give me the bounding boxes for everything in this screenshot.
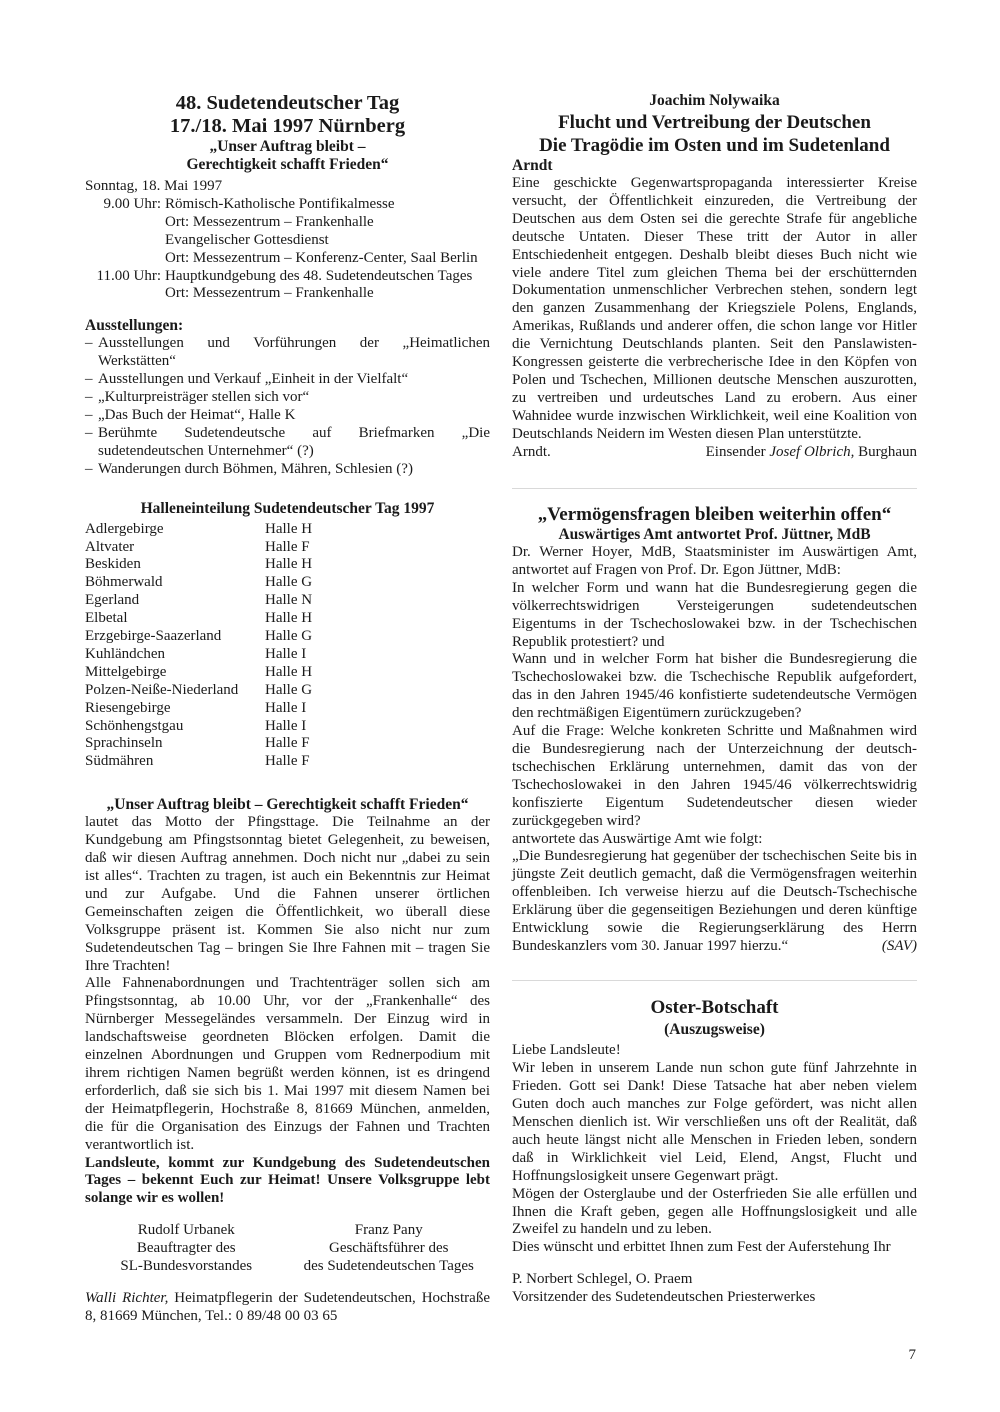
property-subtitle: Auswärtiges Amt antwortet Prof. Jüttner, MdB xyxy=(558,526,871,543)
schedule-entry xyxy=(85,268,490,304)
property-answer xyxy=(512,848,917,955)
easter-paragraph: Wir leben in unserem Lande nun schon gute fünf Jahrzehnte in Frieden. Gott sei Dank! Diese Tatsache hat aber neben vielem Guten doch auch manches zur Folge gefördert, was nicht allen Menschen dienlich ist. Wir verschließen uns oft der Realität, daß auch heute längst nicht alle Menschen in Frieden leben, sondern daß in Wirklichkeit viel Leid, Elend, Angst, Flucht und Hoffnungslosigkeit unsere Gegenwart prägt. xyxy=(512,1060,917,1184)
region-name: Egerland xyxy=(85,592,140,609)
hall-label: Halle H xyxy=(265,610,313,627)
property-intro: Dr. Werner Hoyer, MdB, Staatsminister im Auswärtigen Amt, antwortet auf Fragen von Prof. Dr. Egon Jüttner, MdB: xyxy=(512,544,917,578)
hall-label: Halle H xyxy=(265,663,313,680)
region-name: Sprachinseln xyxy=(85,735,163,752)
appeal-paragraph: Alle Fahnenabordnungen und Trachtenträger sollen sich am Pfingstsonntag, ab 10.00 Uhr, vor der „Frankenhalle“ des Nürnberger Messegeländes versammeln. Der Einzug wird in landschaftsweise geordneten Blöcken erfolgen. Damit die einzelnen Abordnungen und Gruppen vom Rednerpodium mit ihrem richtigen Namen begrüßt werden können, ist es dringend erforderlich, daß sie sich bis 1. Mai 1997 mit diesem Namen bei der Heimatpflegerin, Hochstraße 8, 81669 München, anmelden, die für die Organisation des Einzugs der Fahnen und Trachten verantwortlich ist. xyxy=(85,975,490,1153)
contact-address: Heimatpflegerin der Sudetendeutschen, Hochstraße 8, 81669 München, Tel.: 0 89/48 00 03 65 xyxy=(85,1289,490,1324)
signer-name: Franz Pany xyxy=(354,1222,423,1239)
hall-label: Halle I xyxy=(265,699,307,716)
schedule-line: Evangelischer Gottesdienst xyxy=(165,231,329,248)
schedule-line: Ort: Messezentrum – Frankenhalle xyxy=(165,213,374,230)
list-item: – „Kulturpreisträger stellen sich vor“ xyxy=(85,389,490,407)
exhibits-heading: Ausstellungen: xyxy=(85,317,184,335)
schedule-time: 11.00 Uhr: xyxy=(96,267,161,284)
list-item: – „Das Buch der Heimat“, Halle K xyxy=(85,407,490,425)
event-title: 48. Sudetendeutscher Tag xyxy=(175,92,400,114)
property-question: In welcher Form und wann hat die Bundesregierung gegen die völkerrechtswidrigen Versteigerungen sudetendeutschen Eigentums in der Tschechoslowakei bzw. in der Tschechischen Republik protestiert? und xyxy=(512,579,917,650)
schedule-time: 9.00 Uhr: xyxy=(103,195,161,212)
property-question: Wann und in welcher Form hat bisher die Bundesregierung die Tschechoslowakei bzw. die Tschechische Republik aufgefordert, das in den Jahren 1945/46 konfistierte sudetendeutsche Vermögen den rechtmäßigen Eigentümern zurückzugeben? xyxy=(512,651,917,722)
contact-name: Walli Richter, xyxy=(85,1289,169,1306)
list-item: – Ausstellungen und Verkauf „Einheit in der Vielfalt“ xyxy=(85,371,490,389)
schedule-line: Ort: Messezentrum – Konferenz-Center, Saal Berlin xyxy=(165,249,478,266)
hall-label: Halle F xyxy=(265,735,310,752)
book-review xyxy=(512,92,917,462)
schedule-line: Römisch-Katholische Pontifikalmesse xyxy=(165,195,395,212)
section-divider xyxy=(512,488,917,489)
region-name: Südmähren xyxy=(85,753,154,770)
hall-label: Halle G xyxy=(265,574,313,591)
hall-label: Halle I xyxy=(265,645,307,662)
event-motto-line1: „Unser Auftrag bleibt – xyxy=(209,138,366,155)
list-item: – Ausstellungen und Vorführungen der „Heimatlichen Werkstätten“ xyxy=(85,335,490,371)
submitter-label: Einsender xyxy=(705,443,770,460)
publisher-note: Arndt. xyxy=(512,443,551,460)
property-title: „Vermögensfragen bleiben weiterhin offen“ xyxy=(537,503,892,525)
region-name: Polzen-Neiße-Niederland xyxy=(85,681,239,698)
hall-label: Halle F xyxy=(265,753,310,770)
hall-label: Halle N xyxy=(265,592,313,609)
region-name: Böhmerwald xyxy=(85,574,163,591)
signer-role: Geschäftsführer des xyxy=(328,1240,449,1257)
hall-allocation xyxy=(85,500,490,772)
section-divider xyxy=(512,980,917,981)
easter-message xyxy=(512,997,917,1307)
hall-label: Halle H xyxy=(265,556,313,573)
book-review-text: Eine geschickte Gegenwartspropaganda interessierter Kreise versucht, der Öffentlichkeit einzureden, die Vertreibung der Deutschen aus dem Osten sei die gerechte Strafe für angebliche deutsche Untaten. Dieser These tritt der Autor in aller Entschiedenheit entgegen. Deshalb bleibt dieses Buch nicht wie viele andere Titel zum gleichen Thema bei der erschütternden Dokumentation unmenschlicher Verbrechen stehen, sondern legt den ganzen Zusammenhang der Kriegsziele Polens, Englands, Amerikas, Rußlands und anderer offen, die schon lange vor Hitler die Vernichtung Deutschlands planten. Seit den Panslawisten-Kongressen geisterte die verbrecherische Idee in den Köpfen von Polen und Tschechen, Millionen deutsche Menschen auszurotten, zu vertreiben und urdeutsches Land zu erobern. Aus einer Wahnidee wurde inzwischen Wirklichkeit, weil eine Koalition von Deutschlands Neidern im Westen diesen Plan unterstützte. xyxy=(512,175,917,442)
easter-paragraph: Mögen der Osterglaube und der Osterfrieden Sie alle erfüllen und Ihnen die Kraft geben, gegen alle Hoffnungslosigkeit und alle Zweifel zu handeln und zu leben. xyxy=(512,1185,917,1238)
region-name: Riesengebirge xyxy=(85,699,171,716)
appeal-paragraph: lautet das Motto der Pfingsttage. Die Teilnahme an der Kundgebung am Pfingstsonntag bietet Gelegenheit, zu beweisen, daß wir diesen Auftrag annehmen. Doch nicht nur „dabei zu sein ist alles“. Trachten zu tragen, ist auch ein Bekenntnis zur Heimat und zur Aufgabe. Und die Fahnen unserer örtlichen Gemeinschaften zeigen die Öffentlichkeit, wo überall diese Volksgruppe präsent ist. Kommen Sie also nicht nur zum Sudetendeutschen Tag – bringen Sie Ihre Fahnen mit – tragen Sie Ihre Trachten! xyxy=(85,814,490,974)
appeal-section xyxy=(85,796,490,1325)
region-name: Kuhländchen xyxy=(85,645,165,662)
contact-info xyxy=(85,1290,490,1326)
hall-label: Halle G xyxy=(265,681,313,698)
submitter-place: Burghaun xyxy=(854,443,917,460)
signer-role: SL-Bundesvorstandes xyxy=(120,1258,253,1275)
right-column xyxy=(512,92,917,1307)
appeal-call: Landsleute, kommt zur Kundgebung des Sudetendeutschen Tages – bekennt Euch zur Heimat! Unsere Volksgruppe lebt solange wir es wollen! xyxy=(85,1154,490,1207)
easter-signer-role: Vorsitzender des Sudetendeutschen Priesterwerkes xyxy=(512,1289,816,1306)
page-number: 7 xyxy=(908,1347,916,1363)
book-title-line1: Flucht und Vertreibung der Deutschen xyxy=(558,112,871,133)
easter-salutation: Liebe Landsleute! xyxy=(512,1042,621,1059)
property-answer-intro: antwortete das Auswärtige Amt wie folgt: xyxy=(512,830,763,847)
book-publisher: Arndt xyxy=(512,157,553,174)
book-review-signature xyxy=(512,444,917,462)
schedule-line: Ort: Messezentrum – Frankenhalle xyxy=(165,285,374,302)
region-name: Erzgebirge-Saazerland xyxy=(85,628,222,645)
schedule-date: Sonntag, 18. Mai 1997 xyxy=(85,178,223,194)
property-question: Auf die Frage: Welche konkreten Schritte und Maßnahmen wird die Bundesregierung nach der Unterzeichnung der deutsch-tschechischen Erklärung unternehmen, damit das von der Tschechoslowakei in den Jahren 1945/46 völkerrechtswidrig konfiszierte Eigentum Sudetendeutscher diesen wieder zurückgegeben wird? xyxy=(512,723,917,829)
hall-label: Halle H xyxy=(265,520,313,537)
left-column xyxy=(85,92,490,1326)
signatures xyxy=(85,1222,490,1276)
signer-name: Rudolf Urbanek xyxy=(137,1222,235,1239)
region-name: Mittelgebirge xyxy=(85,663,167,680)
appeal-heading: „Unser Auftrag bleibt – Gerechtigkeit schafft Frieden“ xyxy=(106,796,469,814)
schedule-entry xyxy=(85,196,490,268)
signer-role: Beauftragter des xyxy=(136,1240,236,1257)
region-name: Elbetal xyxy=(85,610,128,627)
region-name: Schönhengstgau xyxy=(85,717,184,734)
signature-block xyxy=(289,1222,489,1276)
list-item: – Wanderungen durch Böhmen, Mähren, Schlesien (?) xyxy=(85,461,490,479)
list-item: – Berühmte Sudetendeutsche auf Briefmarken „Die sudetendeutschen Unternehmer“ (?) xyxy=(85,425,490,461)
property-article xyxy=(512,504,917,956)
event-motto-line2: Gerechtigkeit schafft Frieden“ xyxy=(186,156,389,173)
region-name: Adlergebirge xyxy=(85,520,164,537)
book-title-line2: Die Tragödie im Osten und im Sudetenland xyxy=(539,134,890,156)
hall-label: Halle F xyxy=(265,538,310,555)
exhibits-section xyxy=(85,317,490,478)
schedule-line: Hauptkundgebung des 48. Sudetendeutschen Tages xyxy=(165,267,473,284)
easter-subtitle: (Auszugsweise) xyxy=(664,1021,765,1039)
easter-paragraph: Dies wünscht und erbittet Ihnen zum Fest der Auferstehung Ihr xyxy=(512,1239,891,1256)
source-tag: (SAV) xyxy=(881,937,917,954)
answer-text: „Die Bundesregierung hat gegenüber der tschechischen Seite bis in jüngste Zeit deutlich gemacht, daß die Vermögensfragen weiterhin offenbleiben. Ich verweise hierzu auf die Deutsch-Tschechische Erklärung über die gegenseitigen Beziehungen und deren künftige Entwicklung sowie die Regierungserklärung des Herrn Bundeskanzlers vom 30. Januar 1997 hierzu.“ xyxy=(512,848,917,954)
easter-title: Oster-Botschaft xyxy=(650,996,779,1018)
region-name: Beskiden xyxy=(85,556,141,573)
halls-heading: Halleneinteilung Sudetendeutscher Tag 1997 xyxy=(140,499,435,517)
event-date-place: 17./18. Mai 1997 Nürnberg xyxy=(169,115,406,137)
submitter-name: Josef Olbrich, xyxy=(769,443,855,460)
book-author: Joachim Nolywaika xyxy=(649,92,780,109)
signature-block xyxy=(86,1222,286,1276)
hall-label: Halle G xyxy=(265,628,313,645)
event-announcement xyxy=(85,92,490,303)
exhibits-list xyxy=(85,335,490,478)
halls-table xyxy=(85,521,490,772)
region-name: Altvater xyxy=(85,538,135,555)
hall-label: Halle I xyxy=(265,717,307,734)
easter-signer: P. Norbert Schlegel, O. Praem xyxy=(512,1271,693,1288)
signer-role: des Sudetendeutschen Tages xyxy=(303,1258,474,1275)
